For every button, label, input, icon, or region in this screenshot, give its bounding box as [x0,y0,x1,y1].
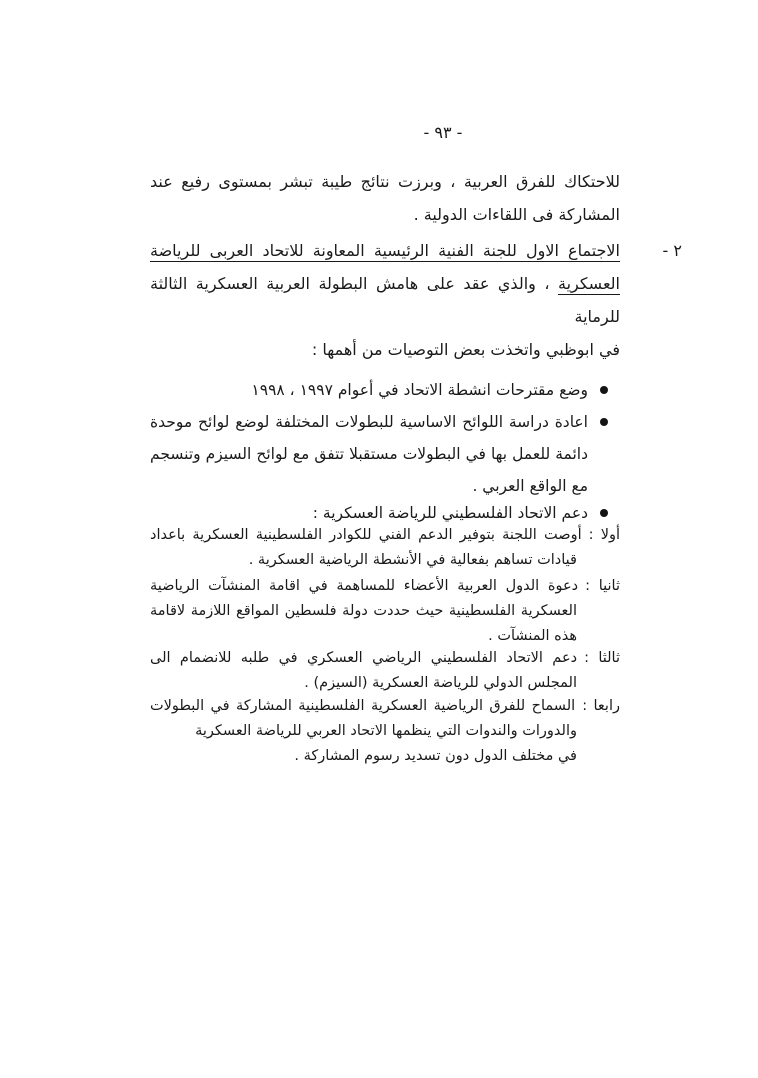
ordinal-label: رابعا : [582,698,620,714]
section-closing-line: في ابوظبي واتخذت بعض التوصيات من أهمها : [311,340,620,359]
document-text-block [150,165,682,769]
ordinal-text: دعوة الدول العربية الأعضاء للمساهمة في اقامة المنشآت الرياضية [150,578,579,594]
bullet-line: وضع مقترحات انشطة الاتحاد في أعوام ١٩٩٧ ، ١٩٩٨ [251,381,588,399]
ordinal-line: المجلس الدولي للرياضة العسكرية (السيزم) . [304,675,577,691]
bullet-item [150,406,620,502]
bullet-line: مع الواقع العربي . [472,477,588,495]
bullet-line: دائمة للعمل بها في البطولات مستقبلا تتفق مع لوائح السيزم وتنسجم [150,445,588,463]
ordinal-line: هذه المنشآت . [488,628,577,644]
bullet-item [150,374,620,406]
ordinal-line [150,574,620,599]
bullet-line: اعادة دراسة اللوائح الاساسية للبطولات المختلفة لوضع لوائح موحدة [150,413,588,431]
bullet-icon [600,509,608,517]
ordinal-item-first [150,523,620,573]
section-heading-line [150,267,620,333]
bullet-line: دعم الاتحاد الفلسطيني للرياضة العسكرية : [312,504,588,522]
ordinal-line: العسكرية الفلسطينية حيث حددت دولة فلسطين المواقع اللازمة لاقامة [150,603,577,619]
intro-line: المشاركة فى اللقاءات الدولية . [413,205,620,224]
ordinal-item-third [150,646,620,696]
item-number-marker: ٢ - [662,241,682,260]
ordinal-line [150,646,620,671]
ordinal-label: ثانيا : [585,578,620,594]
ordinal-item-fourth [150,694,620,769]
ordinal-line: في مختلف الدول دون تسديد رسوم المشاركة . [294,748,577,764]
ordinal-line [150,694,620,719]
ordinal-line: والدورات والندوات التي ينظمها الاتحاد العربي للرياضة العسكرية [195,723,577,739]
ordinal-text: دعم الاتحاد الفلسطيني الرياضي العسكري في طلبه للانضمام الى [150,650,578,666]
bullet-icon [600,418,608,426]
heading-line-rest: ، والذي عقد على هامش البطولة العربية العسكرية الثالثة للرماية [150,274,620,326]
section-item-2 [150,234,682,366]
ordinal-text: السماح للفرق الرياضية العسكرية الفلسطينية المشاركة في البطولات [150,698,576,714]
ordinal-text: أوصت اللجنة بتوفير الدعم الفني للكوادر الفلسطينية العسكرية باعداد [150,527,582,543]
intro-paragraph [150,165,620,231]
underlined-word: العسكرية [557,274,620,293]
bullet-item [150,497,620,529]
bullet-icon [600,386,608,394]
page-number: - ٩٣ - [423,123,463,142]
ordinal-label: أولا : [588,527,621,543]
bullet-list [150,374,620,529]
ordinal-label: ثالثا : [584,650,620,666]
ordinal-list [150,523,620,769]
ordinal-line: قيادات تساهم بفعالية في الأنشطة الرياضية العسكرية . [248,552,577,568]
ordinal-item-second [150,574,620,649]
intro-line: للاحتكاك للفرق العربية ، وبرزت نتائج طيبة تبشر بمستوى رفيع عند [150,172,620,191]
section-heading-line-underlined: الاجتماع الاول للجنة الفنية الرئيسية المعاونة للاتحاد العربى للرياضة [150,241,620,260]
